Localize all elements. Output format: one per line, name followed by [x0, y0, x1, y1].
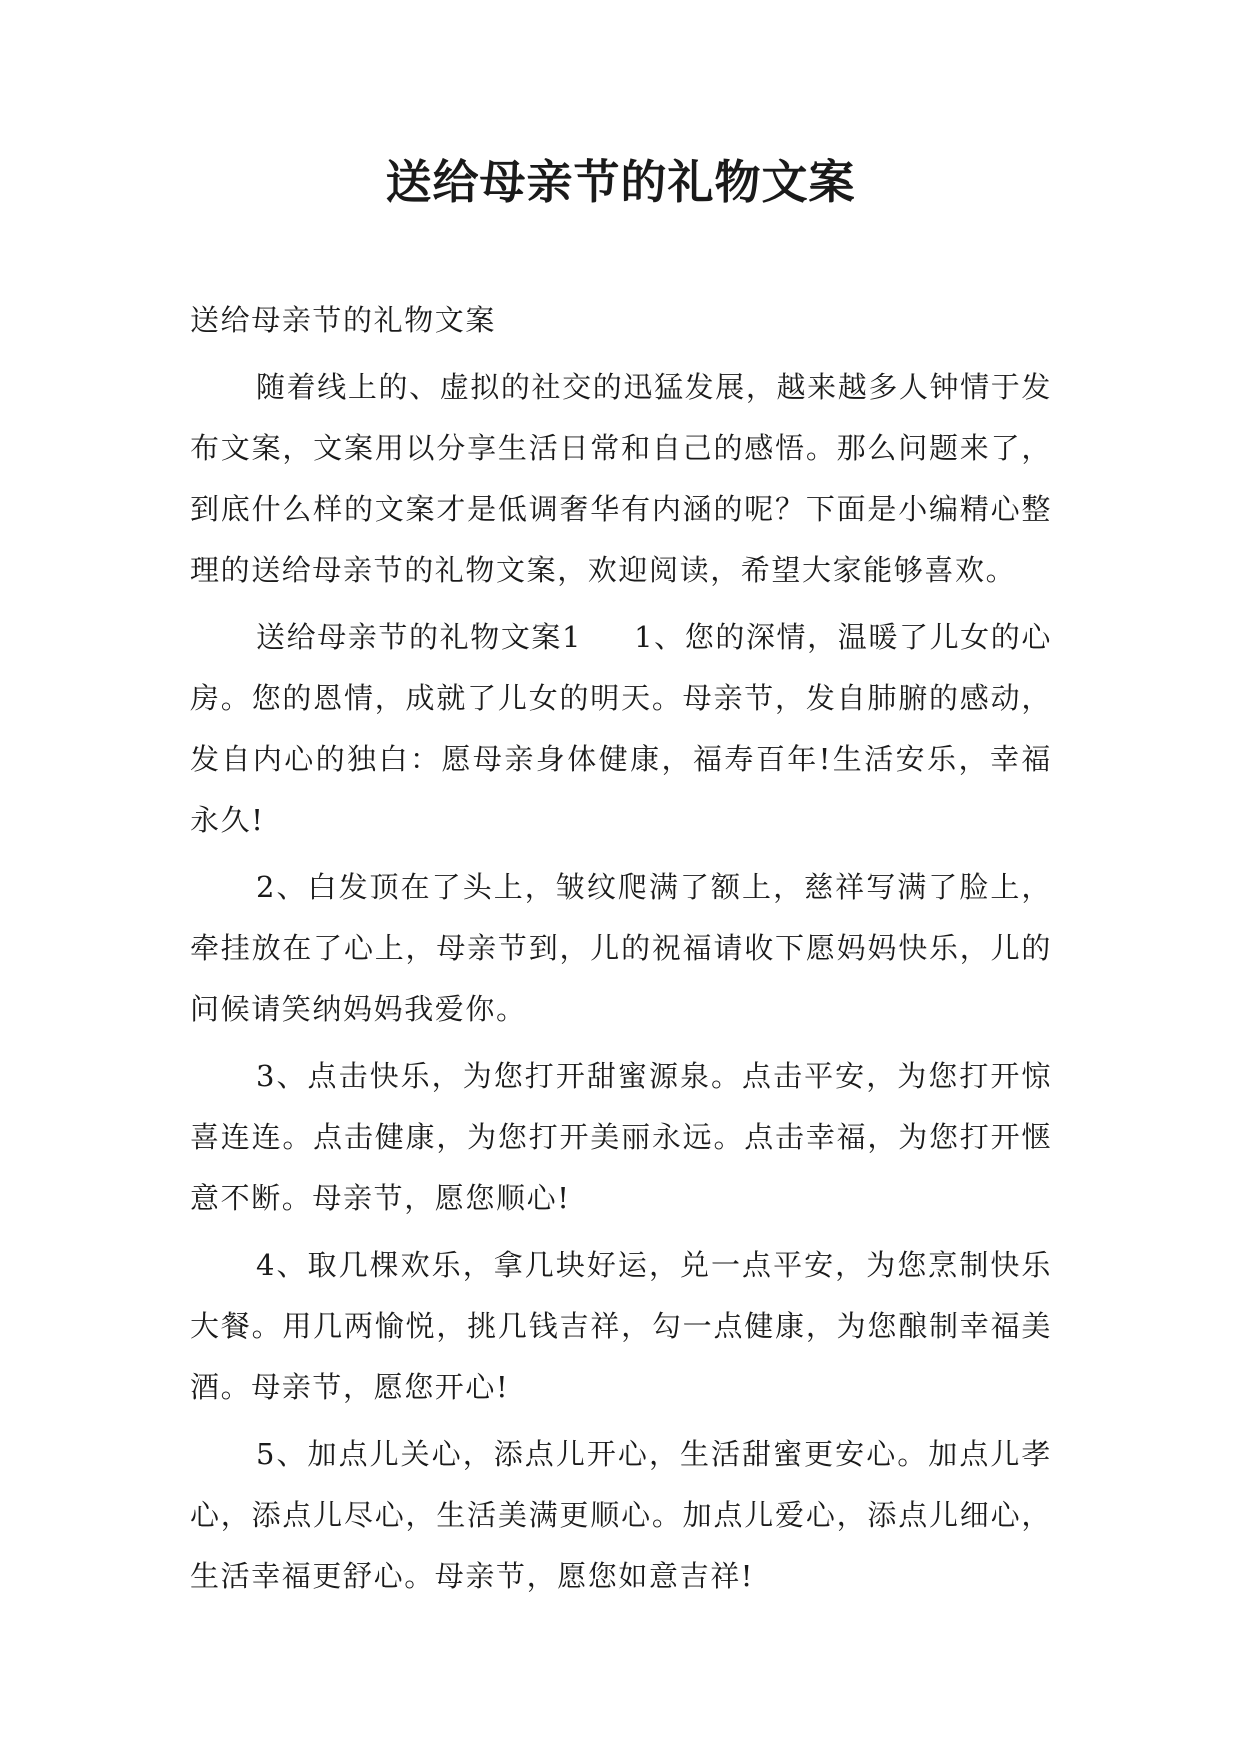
intro-paragraph: 随着线上的、虚拟的社交的迅猛发展，越来越多人钟情于发布文案，文案用以分享生活日常和自己的感悟。那么问题来了，到底什么样的文案才是低调奢华有内涵的呢？下面是小编精心整理的送给母亲节的礼物文案，欢迎阅读，希望大家能够喜欢。 [190, 370, 1052, 587]
item-paragraph-5: 5、加点儿关心，添点儿开心，生活甜蜜更安心。加点儿孝心，添点儿尽心，生活美满更顺心。加点儿爱心，添点儿细心，生活幸福更舒心。母亲节，愿您如意吉祥! [190, 1437, 1052, 1593]
document-body [190, 290, 1052, 1613]
item-paragraph-1 [190, 607, 1052, 851]
item-text-1: 1、您的深情，温暖了儿女的心房。您的恩情，成就了儿女的明天。母亲节，发自肺腑的感动，发自内心的独白：愿母亲身体健康，福寿百年!生活安乐，幸福永久! [190, 620, 1052, 837]
section-heading: 送给母亲节的礼物文案1 [256, 620, 583, 654]
item-paragraph-4: 4、取几棵欢乐，拿几块好运，兑一点平安，为您烹制快乐大餐。用几两愉悦，挑几钱吉祥，勾一点健康，为您酿制幸福美酒。母亲节，愿您开心! [190, 1248, 1052, 1404]
item-paragraph-2: 2、白发顶在了头上，皱纹爬满了额上，慈祥写满了脸上，牵挂放在了心上，母亲节到，儿的祝福请收下愿妈妈快乐，儿的问候请笑纳妈妈我爱你。 [190, 870, 1052, 1026]
document-title: 送给母亲节的礼物文案 [385, 155, 856, 209]
item-paragraph-3: 3、点击快乐，为您打开甜蜜源泉。点击平安，为您打开惊喜连连。点击健康，为您打开美丽永远。点击幸福，为您打开惬意不断。母亲节，愿您顺心! [190, 1059, 1052, 1215]
document-subtitle: 送给母亲节的礼物文案 [190, 303, 497, 337]
